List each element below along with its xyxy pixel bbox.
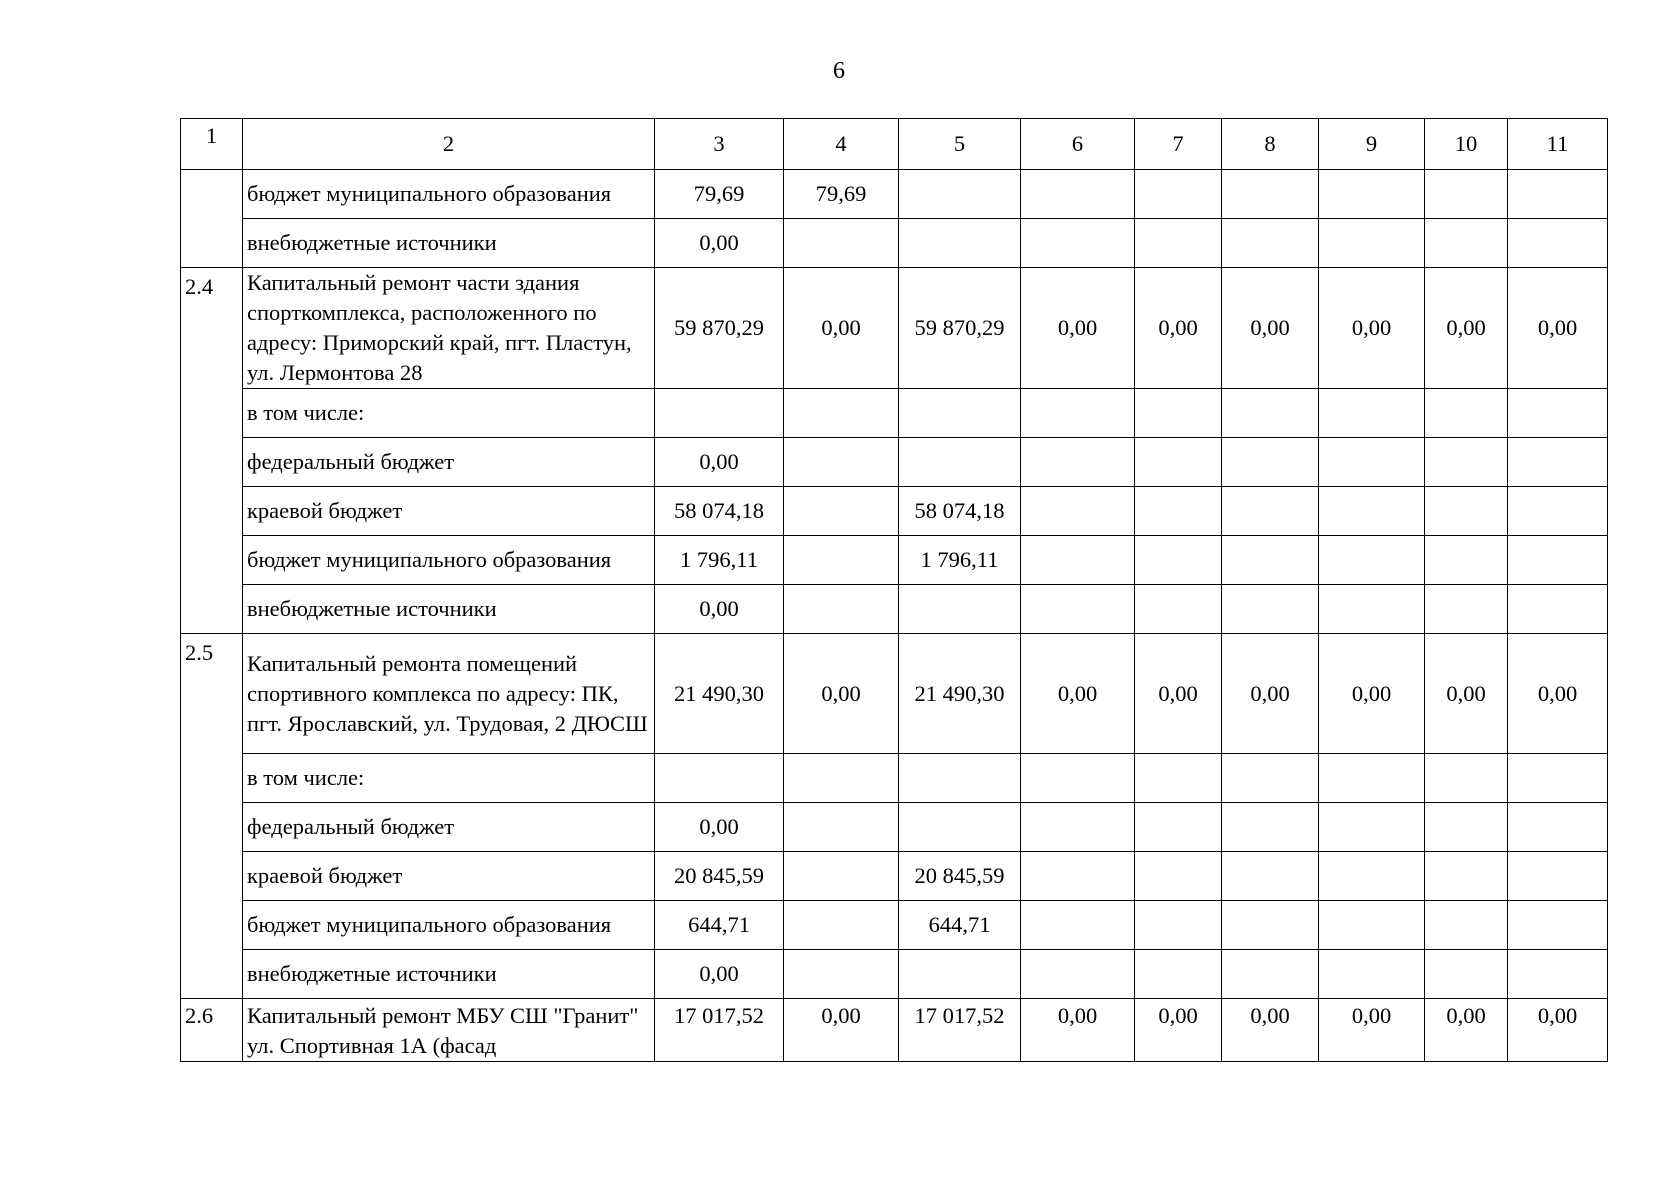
value-cell-col-3: 0,00: [655, 438, 784, 487]
value-cell-col-3: 58 074,18: [655, 487, 784, 536]
value-cell-col-10: [1425, 754, 1508, 803]
value-cell-col-3: 20 845,59: [655, 852, 784, 901]
table-row: [181, 268, 1608, 389]
value-cell-col-5: 17 017,52: [899, 999, 1021, 1062]
value-cell-col-10: [1425, 536, 1508, 585]
value-cell-col-11: [1508, 487, 1608, 536]
value-cell-col-9: [1319, 803, 1425, 852]
header-cell-11: 11: [1508, 119, 1608, 170]
table-row: [181, 999, 1608, 1062]
value-cell-col-6: [1021, 389, 1135, 438]
value-cell-col-8: [1222, 852, 1319, 901]
value-cell-col-7: [1135, 852, 1222, 901]
value-cell-col-9: [1319, 754, 1425, 803]
value-cell-col-10: [1425, 901, 1508, 950]
value-cell-col-7: [1135, 536, 1222, 585]
value-cell-col-4: [784, 803, 899, 852]
value-cell-col-11: [1508, 170, 1608, 219]
header-cell-3: 3: [655, 119, 784, 170]
table-row: [181, 754, 1608, 803]
value-cell-col-5: 644,71: [899, 901, 1021, 950]
row-label-cell: Капитальный ремонт части здания спорткомплекса, расположенного по адресу: Приморский край, пгт. Пластун, ул. Лермонтова 28: [243, 268, 655, 389]
value-cell-col-5: 20 845,59: [899, 852, 1021, 901]
value-cell-col-8: [1222, 389, 1319, 438]
value-cell-col-6: 0,00: [1021, 634, 1135, 754]
value-cell-col-3: 0,00: [655, 950, 784, 999]
value-cell-col-11: [1508, 389, 1608, 438]
value-cell-col-9: 0,00: [1319, 268, 1425, 389]
value-cell-col-7: 0,00: [1135, 999, 1222, 1062]
value-cell-col-3: 1 796,11: [655, 536, 784, 585]
value-cell-col-10: [1425, 585, 1508, 634]
value-cell-col-4: [784, 901, 899, 950]
value-cell-col-3: [655, 389, 784, 438]
value-cell-col-11: [1508, 852, 1608, 901]
header-row: [181, 119, 1608, 170]
value-cell-col-6: 0,00: [1021, 268, 1135, 389]
value-cell-col-9: [1319, 389, 1425, 438]
value-cell-col-3: [655, 754, 784, 803]
value-cell-col-10: [1425, 438, 1508, 487]
table-row: [181, 901, 1608, 950]
value-cell-col-11: [1508, 219, 1608, 268]
value-cell-col-10: [1425, 170, 1508, 219]
value-cell-col-4: [784, 852, 899, 901]
value-cell-col-6: [1021, 754, 1135, 803]
page-number: 6: [833, 58, 845, 84]
value-cell-col-5: 59 870,29: [899, 268, 1021, 389]
value-cell-col-5: [899, 389, 1021, 438]
value-cell-col-8: 0,00: [1222, 268, 1319, 389]
value-cell-col-6: [1021, 219, 1135, 268]
value-cell-col-9: [1319, 950, 1425, 999]
value-cell-col-8: [1222, 536, 1319, 585]
value-cell-col-5: 1 796,11: [899, 536, 1021, 585]
table-row: [181, 536, 1608, 585]
value-cell-col-10: [1425, 950, 1508, 999]
value-cell-col-3: 0,00: [655, 219, 784, 268]
header-cell-10: 10: [1425, 119, 1508, 170]
value-cell-col-9: [1319, 901, 1425, 950]
table-row: [181, 170, 1608, 219]
item-number-cell: 2.5: [181, 634, 243, 999]
row-label-cell: внебюджетные источники: [243, 585, 655, 634]
value-cell-col-4: 0,00: [784, 268, 899, 389]
value-cell-col-9: [1319, 219, 1425, 268]
row-label-cell: бюджет муниципального образования: [243, 901, 655, 950]
value-cell-col-10: [1425, 219, 1508, 268]
value-cell-col-10: 0,00: [1425, 999, 1508, 1062]
value-cell-col-11: [1508, 438, 1608, 487]
row-label-cell: федеральный бюджет: [243, 803, 655, 852]
value-cell-col-8: 0,00: [1222, 634, 1319, 754]
value-cell-col-8: [1222, 487, 1319, 536]
value-cell-col-11: [1508, 536, 1608, 585]
header-cell-6: 6: [1021, 119, 1135, 170]
value-cell-col-11: [1508, 901, 1608, 950]
value-cell-col-4: [784, 536, 899, 585]
value-cell-col-3: 79,69: [655, 170, 784, 219]
value-cell-col-5: 21 490,30: [899, 634, 1021, 754]
value-cell-col-3: 59 870,29: [655, 268, 784, 389]
value-cell-col-10: 0,00: [1425, 268, 1508, 389]
value-cell-col-9: [1319, 585, 1425, 634]
table-row: [181, 852, 1608, 901]
table-row: [181, 389, 1608, 438]
value-cell-col-7: 0,00: [1135, 634, 1222, 754]
value-cell-col-9: [1319, 487, 1425, 536]
row-label-cell: Капитальный ремонта помещений спортивного комплекса по адресу: ПК, пгт. Ярославский, ул. Трудовая, 2 ДЮСШ: [243, 634, 655, 754]
value-cell-col-11: 0,00: [1508, 634, 1608, 754]
item-number-cell: 2.4: [181, 268, 243, 634]
value-cell-col-4: [784, 754, 899, 803]
value-cell-col-6: [1021, 852, 1135, 901]
value-cell-col-7: [1135, 803, 1222, 852]
value-cell-col-4: [784, 438, 899, 487]
value-cell-col-8: [1222, 585, 1319, 634]
value-cell-col-10: [1425, 803, 1508, 852]
value-cell-col-7: [1135, 389, 1222, 438]
value-cell-col-6: [1021, 536, 1135, 585]
value-cell-col-6: [1021, 438, 1135, 487]
value-cell-col-7: [1135, 585, 1222, 634]
header-cell-9: 9: [1319, 119, 1425, 170]
row-label-cell: краевой бюджет: [243, 852, 655, 901]
value-cell-col-5: [899, 438, 1021, 487]
value-cell-col-4: [784, 950, 899, 999]
value-cell-col-9: [1319, 438, 1425, 487]
value-cell-col-4: [784, 487, 899, 536]
value-cell-col-6: [1021, 487, 1135, 536]
row-label-cell: внебюджетные источники: [243, 950, 655, 999]
value-cell-col-7: [1135, 219, 1222, 268]
value-cell-col-11: [1508, 585, 1608, 634]
value-cell-col-5: [899, 219, 1021, 268]
value-cell-col-7: [1135, 901, 1222, 950]
value-cell-col-7: [1135, 170, 1222, 219]
value-cell-col-8: 0,00: [1222, 999, 1319, 1062]
table-row: [181, 585, 1608, 634]
header-cell-2: 2: [243, 119, 655, 170]
row-label-cell: в том числе:: [243, 754, 655, 803]
value-cell-col-5: [899, 754, 1021, 803]
value-cell-col-4: 0,00: [784, 634, 899, 754]
value-cell-col-10: [1425, 389, 1508, 438]
value-cell-col-8: [1222, 170, 1319, 219]
value-cell-col-5: [899, 585, 1021, 634]
value-cell-col-7: 0,00: [1135, 268, 1222, 389]
value-cell-col-8: [1222, 803, 1319, 852]
item-number-cell: 2.6: [181, 999, 243, 1062]
value-cell-col-9: [1319, 852, 1425, 901]
value-cell-col-7: [1135, 487, 1222, 536]
value-cell-col-8: [1222, 438, 1319, 487]
row-label-cell: внебюджетные источники: [243, 219, 655, 268]
value-cell-col-6: [1021, 803, 1135, 852]
value-cell-col-8: [1222, 754, 1319, 803]
value-cell-col-8: [1222, 950, 1319, 999]
value-cell-col-11: [1508, 803, 1608, 852]
value-cell-col-7: [1135, 950, 1222, 999]
row-label-cell: в том числе:: [243, 389, 655, 438]
value-cell-col-6: 0,00: [1021, 999, 1135, 1062]
row-label-cell: краевой бюджет: [243, 487, 655, 536]
value-cell-col-11: 0,00: [1508, 268, 1608, 389]
value-cell-col-8: [1222, 901, 1319, 950]
value-cell-col-6: [1021, 901, 1135, 950]
header-cell-8: 8: [1222, 119, 1319, 170]
value-cell-col-9: 0,00: [1319, 634, 1425, 754]
value-cell-col-10: [1425, 852, 1508, 901]
value-cell-col-11: 0,00: [1508, 999, 1608, 1062]
item-number-cell: [181, 170, 243, 268]
value-cell-col-5: [899, 803, 1021, 852]
value-cell-col-11: [1508, 950, 1608, 999]
header-cell-1: 1: [181, 119, 243, 170]
value-cell-col-6: [1021, 170, 1135, 219]
value-cell-col-9: 0,00: [1319, 999, 1425, 1062]
value-cell-col-9: [1319, 536, 1425, 585]
row-label-cell: бюджет муниципального образования: [243, 536, 655, 585]
value-cell-col-6: [1021, 585, 1135, 634]
value-cell-col-3: 21 490,30: [655, 634, 784, 754]
value-cell-col-3: 17 017,52: [655, 999, 784, 1062]
value-cell-col-10: [1425, 487, 1508, 536]
value-cell-col-9: [1319, 170, 1425, 219]
table-row: [181, 950, 1608, 999]
value-cell-col-4: [784, 389, 899, 438]
row-label-cell: бюджет муниципального образования: [243, 170, 655, 219]
row-label-cell: Капитальный ремонт МБУ СШ "Гранит" ул. Спортивная 1А (фасад: [243, 999, 655, 1062]
value-cell-col-5: 58 074,18: [899, 487, 1021, 536]
header-cell-4: 4: [784, 119, 899, 170]
budget-table: [180, 118, 1608, 1062]
table-row: [181, 219, 1608, 268]
table-row: [181, 487, 1608, 536]
table-row: [181, 803, 1608, 852]
value-cell-col-4: 0,00: [784, 999, 899, 1062]
value-cell-col-6: [1021, 950, 1135, 999]
table-row: [181, 634, 1608, 754]
table-row: [181, 438, 1608, 487]
value-cell-col-4: [784, 585, 899, 634]
value-cell-col-7: [1135, 438, 1222, 487]
value-cell-col-5: [899, 950, 1021, 999]
value-cell-col-3: 644,71: [655, 901, 784, 950]
value-cell-col-8: [1222, 219, 1319, 268]
value-cell-col-3: 0,00: [655, 585, 784, 634]
value-cell-col-10: 0,00: [1425, 634, 1508, 754]
header-cell-7: 7: [1135, 119, 1222, 170]
value-cell-col-11: [1508, 754, 1608, 803]
header-cell-5: 5: [899, 119, 1021, 170]
value-cell-col-3: 0,00: [655, 803, 784, 852]
value-cell-col-7: [1135, 754, 1222, 803]
value-cell-col-4: 79,69: [784, 170, 899, 219]
row-label-cell: федеральный бюджет: [243, 438, 655, 487]
value-cell-col-4: [784, 219, 899, 268]
value-cell-col-5: [899, 170, 1021, 219]
